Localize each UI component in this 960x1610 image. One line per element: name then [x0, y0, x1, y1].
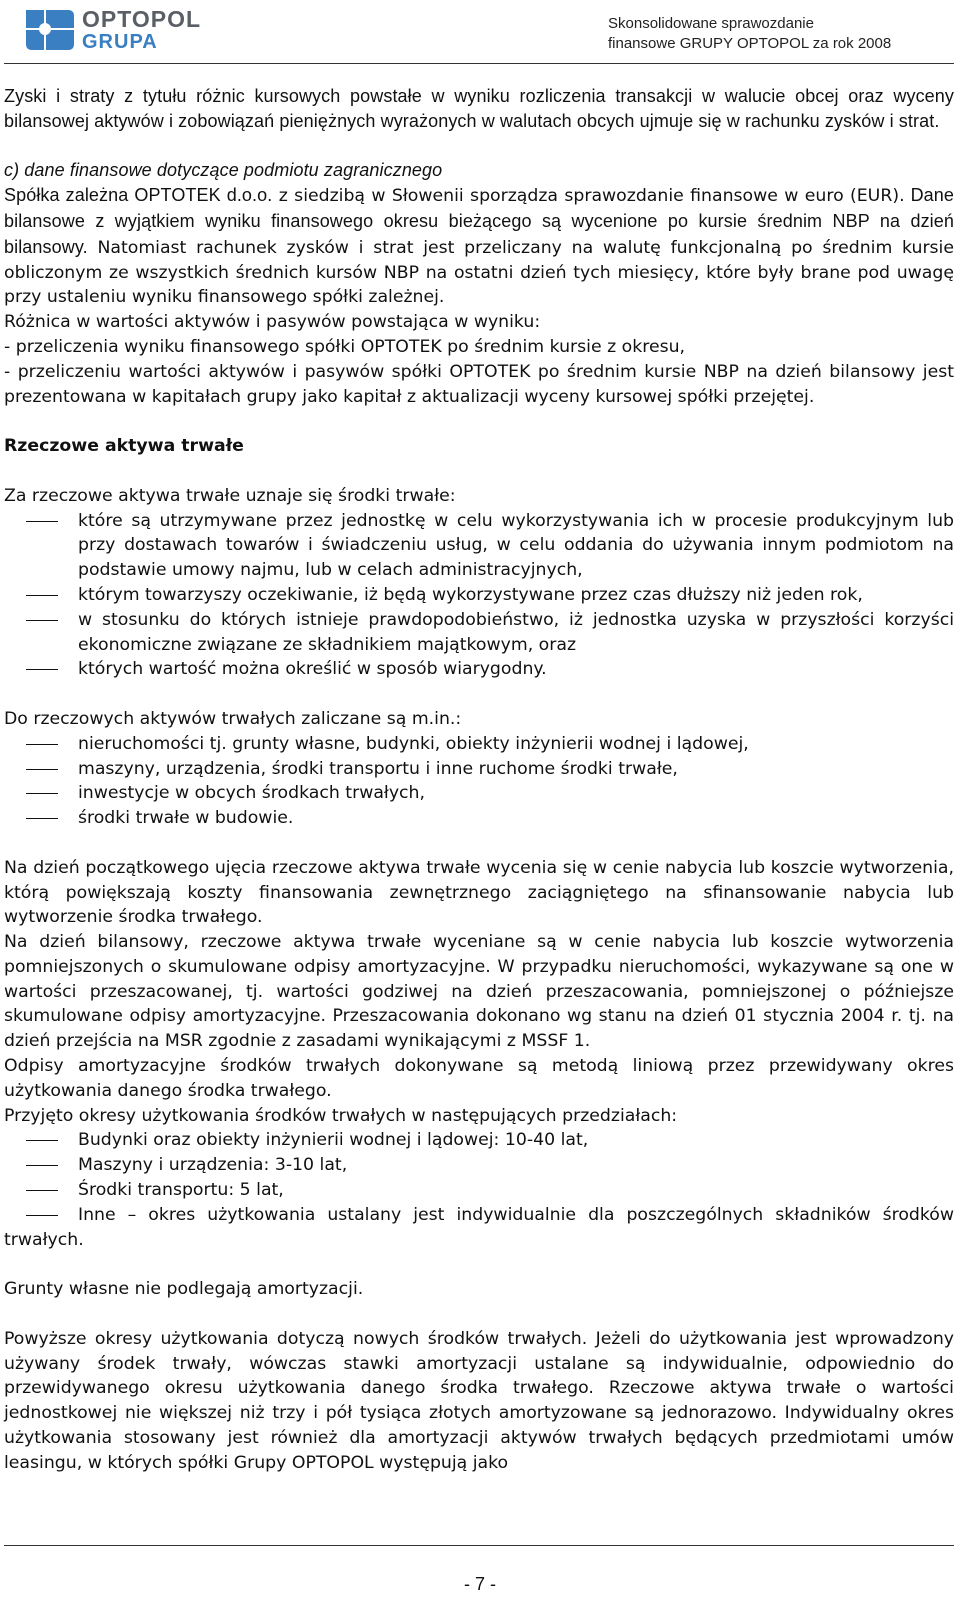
document-body — [4, 84, 954, 1476]
optotek-balance: Dane bilansowe z wyjątkiem wyniku finansowego okresu bieżącego są wycenione po kursie średnim NBP na dzień bilansowy. — [4, 185, 954, 257]
list-item: których wartość można określić w sposób wiarygodny. — [4, 657, 954, 682]
page-number: - 7 - — [463, 1574, 496, 1594]
fixed-assets-criteria-list — [4, 509, 954, 683]
paragraph-included-assets: Do rzeczowych aktywów trwałych zaliczane są m.in.: — [4, 708, 462, 729]
optopol-logo — [22, 6, 252, 58]
list-item: którym towarzyszy oczekiwanie, iż będą wykorzystywane przez czas dłuższy niż jeden rok, — [4, 583, 954, 608]
logo-wordmark: OPTOPOL — [82, 6, 202, 32]
list-item: inwestycje w obcych środkach trwałych, — [4, 781, 954, 806]
header-divider — [4, 63, 954, 64]
footer-divider — [4, 1545, 954, 1546]
paragraph-difference-item1: - przeliczenia wyniku finansowego spółki OPTOTEK po średnim kursie z okresu, — [4, 336, 686, 357]
useful-life-list — [4, 1128, 954, 1202]
optotek-income: Natomiast rachunek zysków i strat jest przeliczany na walutę funkcjonalną po średnim kursie obliczonym ze wszystkich średnich kursów NBP na ostatni dzień tych miesięcy, które były brane pod uwagę przy ustaleniu wyniku finansowego spółki zależnej. — [4, 237, 954, 308]
paragraph-fixed-assets-intro: Za rzeczowe aktywa trwałe uznaje się środki trwałe: — [4, 485, 456, 506]
paragraph-difference-item2: - przeliczeniu wartości aktywów i pasywów spółki OPTOTEK po średnim kursie NBP na dzień bilansowy jest prezentowana w kapitałach grupy jako kapitał z aktualizacji wyceny kursowej spółki przejętej. — [4, 361, 954, 407]
paragraph-useful-life: Przyjęto okresy użytkowania środków trwałych w następujących przedziałach: — [4, 1105, 678, 1126]
list-item: które są utrzymywane przez jednostkę w celu wykorzystywania ich w procesie produkcyjnym lub przy dostawach towarów i świadczeniu usług, w celu oddania do używania innym podmiotom na podstawie umowy najmu, lub w celach administracyjnych, — [4, 509, 954, 583]
section-title: Rzeczowe aktywa trwałe — [4, 436, 244, 457]
paragraph-exchange-differences: Zyski i straty z tytułu różnic kursowych powstałe w wyniku rozliczenia transakcji w walucie obcej oraz wyceny bilansowej aktywów i zobowiązań pieniężnych wyrażonych w walutach obcych ujmuje się w rachunku zysków i strat. — [4, 86, 954, 131]
subheading-foreign-entity: c) dane finansowe dotyczące podmiotu zagranicznego — [4, 160, 443, 181]
list-item: środki trwałe w budowie. — [4, 806, 954, 831]
paragraph-difference: Różnica w wartości aktywów i pasywów powstająca w wyniku: — [4, 312, 541, 333]
optotek-intro: Spółka zależna OPTOTEK d.o.o. — [4, 185, 273, 206]
report-title-line1: Skonsolidowane sprawozdanie — [608, 15, 814, 32]
list-item: Budynki oraz obiekty inżynierii wodnej i lądowej: 10-40 lat, — [4, 1128, 954, 1153]
list-item: w stosunku do których istnieje prawdopodobieństwo, iż jednostka uzyska w przyszłości korzyści ekonomiczne związane ze składnikiem majątkowym, oraz — [4, 608, 954, 658]
optotek-currency: z siedzibą w Słowenii sporządza sprawozdanie finansowe w euro (EUR). — [272, 186, 905, 207]
paragraph-periods: Powyższe okresy użytkowania dotyczą nowych środków trwałych. Jeżeli do użytkowania jest wprowadzony używany środek trwały, wówczas stawki amortyzacji ustalane są indywidualnie, odpowiednio do przewidywanego okresu użytkowania danego środka trwałego. Rzeczowe aktywa trwałe o wartości jednostkowej nie większej niż trzy i pół tysiąca złotych amortyzowane są jednorazowo. Indywidualny okres użytkowania stosowany jest również dla amortyzacji aktywów trwałych będących przedmiotami umów leasingu, w których spółki Grupy OPTOPOL występują jako — [4, 1328, 954, 1473]
list-item: Maszyny i urządzenia: 3-10 lat, — [4, 1153, 954, 1178]
list-item: Środki transportu: 5 lat, — [4, 1178, 954, 1203]
page-header — [0, 0, 960, 62]
paragraph-land: Grunty własne nie podlegają amortyzacji. — [4, 1279, 364, 1300]
report-title — [608, 14, 938, 54]
paragraph-depreciation: Odpisy amortyzacyjne środków trwałych dokonywane są metodą liniową przez przewidywany okres użytkowania danego środka trwałego. — [4, 1056, 954, 1101]
list-item: nieruchomości tj. grunty własne, budynki, obiekty inżynierii wodnej i lądowej, — [4, 732, 954, 757]
useful-life-other: Inne – okres użytkowania ustalany jest indywidualnie dla poszczególnych składników środków trwałych. — [4, 1204, 954, 1250]
list-item: maszyny, urządzenia, środki transportu i inne ruchome środki trwałe, — [4, 757, 954, 782]
report-title-line2: finansowe GRUPY OPTOPOL za rok 2008 — [608, 35, 892, 52]
optopol-logo-icon — [22, 6, 78, 54]
paragraph-balance-valuation: Na dzień bilansowy, rzeczowe aktywa trwałe wyceniane są w cenie nabycia lub koszcie wytworzenia pomniejszonych o skumulowane odpisy amortyzacyjne. W przypadku nieruchomości, wykazywane są one w wartości przeszacowanej, tj. wartości godziwej na dzień przeszacowania, pomniejszonej o późniejsze skumulowane odpisy amortyzacyjne. Przeszacowania dokonano wg stanu na dzień 01 stycznia 2004 r. tj. na dzień przejścia na MSR zgodnie z zasadami wynikającymi z MSSF 1. — [4, 932, 954, 1052]
included-assets-list — [4, 732, 954, 831]
paragraph-initial-recognition: Na dzień początkowego ujęcia rzeczowe aktywa trwałe wycenia się w cenie nabycia lub koszcie wytworzenia, którą powiększają koszty finansowania zewnętrznego zaciągniętego na sfinansowanie nabycia lub wytworzenie środka trwałego. — [4, 857, 954, 928]
paragraph-optotek — [4, 183, 954, 310]
logo-subtitle: GRUPA — [82, 31, 158, 53]
